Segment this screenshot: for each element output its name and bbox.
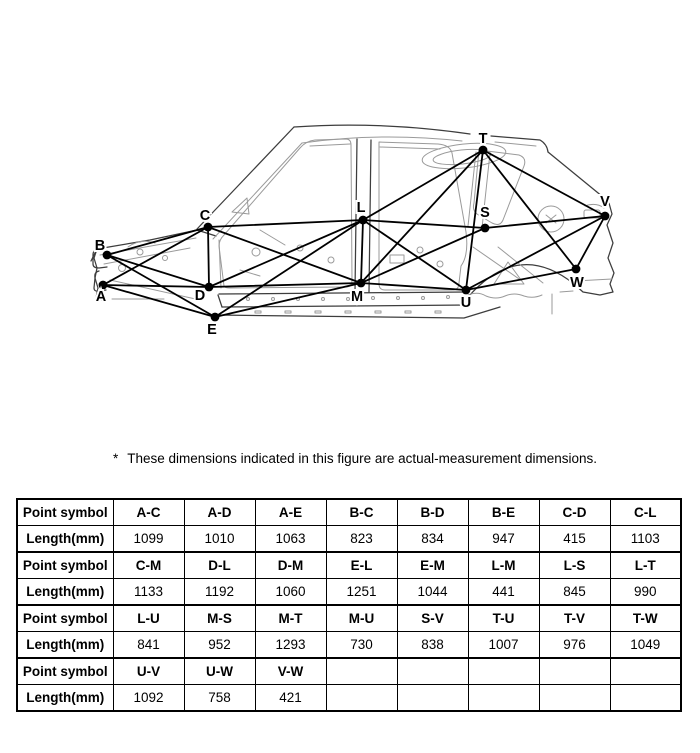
measure-line-M-U	[361, 283, 466, 290]
cell-symbol-g3-c2: M-S	[184, 605, 255, 632]
cell-symbol-g4-c3: V-W	[255, 658, 326, 685]
cell-symbol-g3-c7: T-V	[539, 605, 610, 632]
point-label-B: B	[94, 238, 106, 254]
point-label-A: A	[95, 289, 107, 305]
table-row-length-group1	[17, 526, 681, 553]
cell-length-g1-c1: 1099	[113, 526, 184, 553]
cell-length-g4-c6	[468, 685, 539, 712]
cell-symbol-g3-c6: T-U	[468, 605, 539, 632]
point-labels	[95, 131, 610, 338]
row-header-symbol: Point symbol	[17, 499, 113, 526]
point-S	[481, 224, 490, 233]
cell-symbol-g2-c7: L-S	[539, 552, 610, 579]
point-label-W: W	[570, 275, 584, 291]
point-D	[205, 283, 214, 292]
row-header-symbol: Point symbol	[17, 605, 113, 632]
cell-length-g4-c4	[326, 685, 397, 712]
point-label-U: U	[460, 295, 472, 311]
table-row-symbol-group4	[17, 658, 681, 685]
cell-length-g3-c4: 730	[326, 632, 397, 659]
cell-length-g2-c4: 1251	[326, 579, 397, 606]
cell-symbol-g4-c7	[539, 658, 610, 685]
point-label-E: E	[207, 322, 217, 338]
cell-length-g4-c3: 421	[255, 685, 326, 712]
point-V	[601, 212, 610, 221]
cell-length-g4-c5	[397, 685, 468, 712]
cell-symbol-g1-c3: A-E	[255, 499, 326, 526]
measure-line-C-D	[208, 227, 209, 287]
table-row-length-group2	[17, 579, 681, 606]
cell-symbol-g1-c8: C-L	[610, 499, 681, 526]
point-label-T: T	[478, 131, 488, 147]
cell-length-g2-c1: 1133	[113, 579, 184, 606]
measure-line-T-W	[483, 150, 576, 269]
cell-symbol-g3-c3: M-T	[255, 605, 326, 632]
cell-symbol-g2-c4: E-L	[326, 552, 397, 579]
point-label-L: L	[356, 200, 366, 216]
cell-symbol-g3-c8: T-W	[610, 605, 681, 632]
cell-symbol-g1-c5: B-D	[397, 499, 468, 526]
cell-symbol-g2-c1: C-M	[113, 552, 184, 579]
row-header-length: Length(mm)	[17, 579, 113, 606]
cell-length-g2-c6: 441	[468, 579, 539, 606]
row-header-symbol: Point symbol	[17, 658, 113, 685]
cell-symbol-g4-c8	[610, 658, 681, 685]
cell-length-g1-c5: 834	[397, 526, 468, 553]
cell-length-g3-c6: 1007	[468, 632, 539, 659]
cell-symbol-g1-c1: A-C	[113, 499, 184, 526]
cell-length-g1-c6: 947	[468, 526, 539, 553]
cell-symbol-g2-c2: D-L	[184, 552, 255, 579]
row-header-symbol: Point symbol	[17, 552, 113, 579]
measure-line-A-C	[103, 227, 208, 285]
cell-length-g1-c4: 823	[326, 526, 397, 553]
cell-symbol-g2-c6: L-M	[468, 552, 539, 579]
point-W	[572, 265, 581, 274]
measure-line-L-T	[363, 150, 483, 220]
cell-symbol-g1-c4: B-C	[326, 499, 397, 526]
dimensions-table	[16, 498, 682, 712]
point-M	[357, 279, 366, 288]
cell-length-g1-c2: 1010	[184, 526, 255, 553]
cell-length-g3-c7: 976	[539, 632, 610, 659]
measure-line-E-L	[215, 220, 363, 317]
point-label-M: M	[350, 289, 364, 305]
table-row-symbol-group1	[17, 499, 681, 526]
cell-symbol-g2-c3: D-M	[255, 552, 326, 579]
cell-length-g1-c7: 415	[539, 526, 610, 553]
cell-length-g3-c5: 838	[397, 632, 468, 659]
point-L	[359, 216, 368, 225]
measure-line-L-U	[363, 220, 466, 290]
cell-length-g4-c8	[610, 685, 681, 712]
cell-symbol-g4-c4	[326, 658, 397, 685]
table-row-length-group4	[17, 685, 681, 712]
cell-length-g2-c7: 845	[539, 579, 610, 606]
row-header-length: Length(mm)	[17, 632, 113, 659]
cell-symbol-g1-c2: A-D	[184, 499, 255, 526]
cell-length-g4-c2: 758	[184, 685, 255, 712]
row-header-length: Length(mm)	[17, 526, 113, 553]
cell-length-g3-c3: 1293	[255, 632, 326, 659]
measure-line-B-C	[107, 227, 208, 255]
point-label-V: V	[600, 194, 610, 210]
measure-line-U-W	[466, 269, 576, 290]
cell-length-g2-c5: 1044	[397, 579, 468, 606]
cell-length-g1-c3: 1063	[255, 526, 326, 553]
measure-line-M-S	[361, 228, 485, 283]
cell-length-g2-c2: 1192	[184, 579, 255, 606]
cell-length-g2-c3: 1060	[255, 579, 326, 606]
row-header-length: Length(mm)	[17, 685, 113, 712]
cell-length-g3-c1: 841	[113, 632, 184, 659]
point-label-S: S	[480, 205, 490, 221]
cell-symbol-g2-c8: L-T	[610, 552, 681, 579]
cell-symbol-g4-c1: U-V	[113, 658, 184, 685]
cell-length-g2-c8: 990	[610, 579, 681, 606]
table-row-symbol-group2	[17, 552, 681, 579]
cell-length-g1-c8: 1103	[610, 526, 681, 553]
cell-symbol-g4-c5	[397, 658, 468, 685]
measure-line-A-D	[103, 285, 209, 287]
table-row-symbol-group3	[17, 605, 681, 632]
note-asterisk: *	[113, 451, 119, 466]
measure-line-C-L	[208, 220, 363, 227]
point-U	[462, 286, 471, 295]
point-E	[211, 313, 220, 322]
figure-note	[113, 451, 597, 466]
cell-length-g3-c8: 1049	[610, 632, 681, 659]
point-label-C: C	[199, 208, 211, 224]
cell-symbol-g4-c6	[468, 658, 539, 685]
sill-holes	[247, 296, 450, 314]
cell-symbol-g2-c5: E-M	[397, 552, 468, 579]
point-label-D: D	[194, 288, 206, 304]
measure-line-D-L	[209, 220, 363, 287]
cell-symbol-g4-c2: U-W	[184, 658, 255, 685]
cell-symbol-g3-c5: S-V	[397, 605, 468, 632]
measure-line-L-S	[363, 220, 485, 228]
cell-symbol-g3-c1: L-U	[113, 605, 184, 632]
measure-line-L-M	[361, 220, 363, 283]
measure-line-D-M	[209, 283, 361, 287]
note-text: These dimensions indicated in this figure are actual-measurement dimensions.	[127, 451, 598, 466]
cell-length-g4-c7	[539, 685, 610, 712]
cell-length-g3-c2: 952	[184, 632, 255, 659]
cell-symbol-g1-c7: C-D	[539, 499, 610, 526]
table-row-length-group3	[17, 632, 681, 659]
cell-symbol-g3-c4: M-U	[326, 605, 397, 632]
cell-symbol-g1-c6: B-E	[468, 499, 539, 526]
cell-length-g4-c1: 1092	[113, 685, 184, 712]
